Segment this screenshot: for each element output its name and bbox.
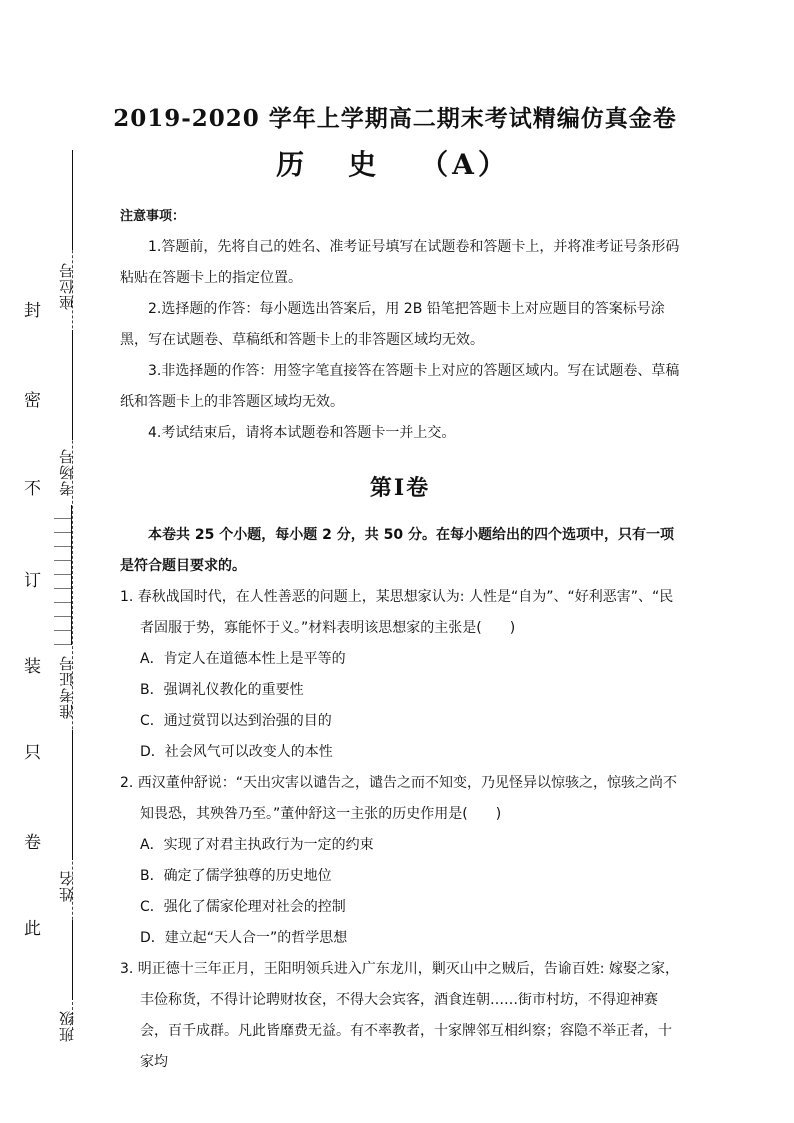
- question-stem: 2. 西汉董仲舒说：“天出灾害以谴告之，谴告之而不知变，乃见怪异以惊骇之，惊骇之尚不知畏恐，其殃咎乃至。”董仲舒这一主张的历史作用是( ): [120, 775, 678, 822]
- seat-label: 座位号: [58, 262, 76, 310]
- seal-char: 只: [24, 743, 41, 763]
- ticket-label: 准考证号: [58, 655, 76, 719]
- question-1: [120, 582, 680, 768]
- notice-item: 4.考试结束后，请将本试题卷和答题卡一并上交。: [148, 425, 456, 441]
- question-option: C．强化了儒家伦理对社会的控制: [140, 899, 346, 915]
- seal-char: 封: [24, 301, 41, 321]
- question-option: C．通过赏罚以达到治强的目的: [140, 713, 332, 729]
- exam-paper: [113, 100, 680, 1078]
- name-rule: [72, 730, 73, 860]
- class-rule: [72, 920, 73, 1000]
- subject-char-1: 历: [276, 148, 309, 181]
- seal-char: 装: [24, 657, 41, 677]
- seal-char: 不: [24, 479, 41, 499]
- seal-char: 订: [24, 571, 41, 591]
- notice-item: 3.非选择题的作答：用签字笔直接答在答题卡上对应的答题区域内。写在试题卷、草稿纸和答题卡上的非答题区域均无效。: [120, 363, 680, 410]
- question-2: [120, 768, 680, 954]
- exam-room-label: 考场号: [58, 448, 76, 496]
- binding-margin: [0, 0, 110, 1123]
- question-option: D．社会风气可以改变人的本性: [140, 744, 333, 760]
- question-option: B．确定了儒学独尊的历史地位: [140, 868, 332, 884]
- section-title: 第Ⅰ卷: [369, 475, 431, 501]
- class-label: 班级: [58, 1010, 76, 1042]
- question-option: D．建立起“天人合一”的哲学思想: [140, 930, 348, 946]
- exam-room-rule: [72, 330, 73, 440]
- question-option: B．强调礼仪教化的重要性: [140, 682, 304, 698]
- subject-char-2: 史: [348, 148, 381, 181]
- notice-item: 2.选择题的作答：每小题选出答案后，用 2B 铅笔把答题卡上对应题目的答案标号涂黑，写在试题卷、草稿纸和答题卡上的非答题区域均无效。: [120, 301, 665, 348]
- notice-item: 1.答题前，先将自己的姓名、准考证号填写在试题卷和答题卡上，并将准考证号条形码粘贴在答题卡上的指定位置。: [120, 239, 680, 286]
- seat-rule: [72, 150, 73, 250]
- notice-heading: 注意事项：: [120, 209, 186, 224]
- subject-version: （A）: [420, 148, 510, 181]
- question-stem: 3. 明正德十三年正月，王阳明领兵进入广东龙川，剿灭山中之贼后，告谕百姓: 嫁娶之家，丰俭称货，不得计论聘财妆奁，不得大会宾客，酒食连朝……街市村坊，不得迎神赛会，百千成群。凡此皆靡费无益。有不率教者，十家牌邻互相纠察；容隐不举正者，十家均: [120, 961, 679, 1070]
- question-option: A．实现了对君主执政行为一定的约束: [140, 837, 374, 853]
- question-option: A．肯定人在道德本性上是平等的: [140, 651, 346, 667]
- notice-list: [120, 232, 680, 449]
- seal-char: 密: [24, 391, 41, 411]
- question-stem: 1. 春秋战国时代，在人性善恶的问题上，某思想家认为: 人性是“自为”、“好利恶害”、“民者固服于势，寡能怀于义。”材料表明该思想家的主张是( ): [120, 589, 674, 636]
- question-3: [120, 954, 680, 1078]
- subject-line: [106, 143, 680, 183]
- name-label: 姓名: [58, 870, 76, 902]
- exam-title: 2019-2020 学年上学期高二期末考试精编仿真金卷: [113, 105, 677, 132]
- seal-char: 此: [24, 919, 41, 939]
- section-instruction: 本卷共 25 个小题，每小题 2 分，共 50 分。在每小题给出的四个选项中，只有一项是符合题目要求的。: [120, 527, 674, 574]
- seal-char: 卷: [24, 833, 41, 853]
- ticket-number-boxes: [54, 505, 72, 645]
